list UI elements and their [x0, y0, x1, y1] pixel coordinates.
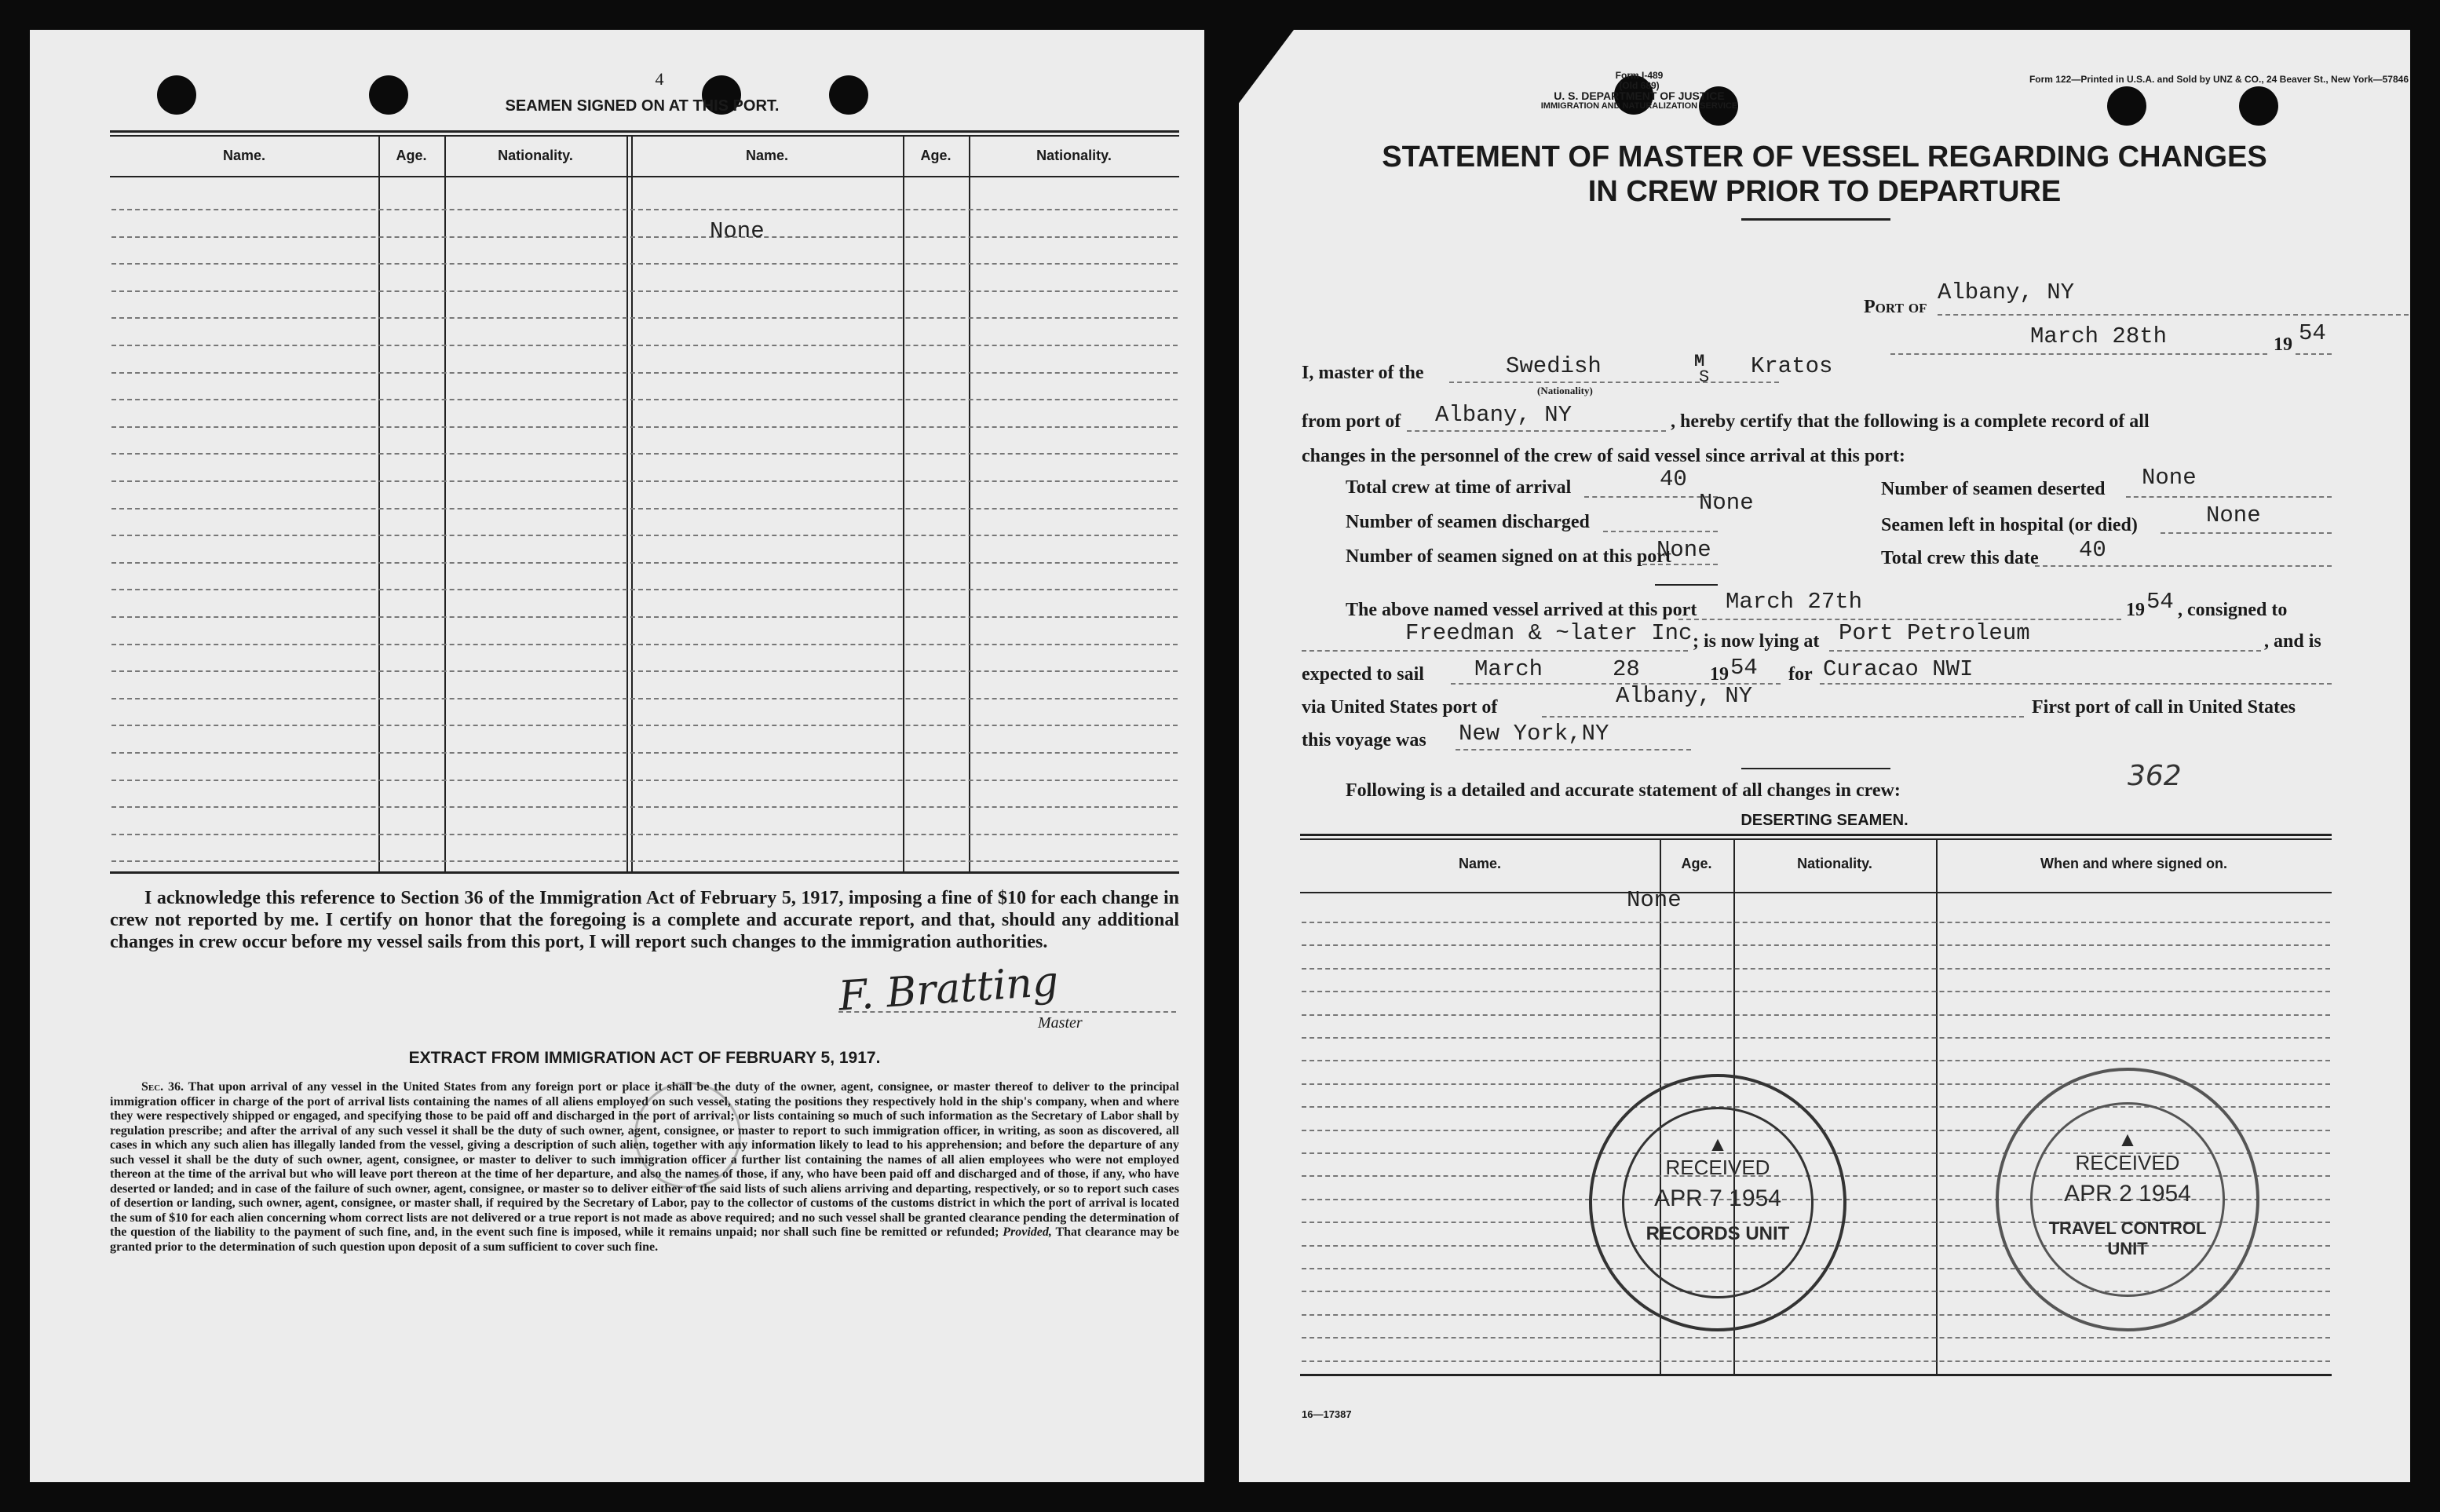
ruled-line: [111, 780, 1178, 781]
ruled-line: [1302, 1337, 2330, 1339]
ruled-line: [1302, 1360, 2330, 1362]
extract-section: Sec. 36.: [141, 1080, 184, 1094]
total-date-value: 40: [2079, 537, 2106, 563]
ruled-line: [111, 399, 1178, 400]
stamp-date: APR 2 1954: [2064, 1181, 2191, 1207]
lying-value: Port Petroleum: [1839, 620, 2030, 646]
discharged-value: None: [1699, 490, 1754, 516]
section-title: SEAMEN SIGNED ON AT THIS PORT.: [505, 97, 780, 115]
ruled-line: [111, 670, 1178, 672]
ruled-line: [1302, 1037, 2330, 1039]
ruled-line: [1302, 922, 2330, 923]
stamp-unit: RECORDS UNIT: [1646, 1223, 1790, 1244]
form-header: [1537, 71, 1741, 111]
col-header-age: Age.: [1681, 856, 1712, 871]
right-page: [1239, 30, 2410, 1482]
sail-year-prefix: 19: [1710, 664, 1729, 685]
table-entry: None: [710, 218, 765, 244]
ruled-line: [1302, 1060, 2330, 1061]
for-label: for: [1788, 664, 1813, 685]
sail-month: March: [1474, 656, 1543, 682]
ruled-line: [111, 698, 1178, 699]
date-value: March 28th: [2030, 323, 2168, 349]
sail-year: 54: [1730, 655, 1758, 681]
first-port-label: First port of call in United States: [2032, 697, 2296, 718]
total-arrival-value: 40: [1660, 466, 1687, 492]
stamp-received: RECEIVED: [1665, 1156, 1770, 1179]
from-port-value: Albany, NY: [1435, 402, 1572, 428]
signed-on-value: None: [1656, 537, 1711, 563]
signature-caption: Master: [1038, 1014, 1083, 1032]
destination-value: Curacao NWI: [1823, 656, 1974, 682]
changes-text: changes in the personnel of the crew of said vessel since arrival at this port:: [1302, 446, 1905, 466]
col-header-nationality: Nationality.: [1797, 856, 1872, 871]
ruled-line: [1302, 991, 2330, 992]
col-header-nationality: Nationality.: [1036, 148, 1112, 163]
lying-label: ; is now lying at: [1693, 631, 1820, 652]
deserting-title: DESERTING SEAMEN.: [1741, 812, 1909, 829]
title-line-1: STATEMENT OF MASTER OF VESSEL REGARDING CHANGES: [1382, 141, 2267, 173]
printer-line: Form 122—Printed in U.S.A. and Sold by UNZ & CO., 24 Beaver St., New York—57846: [2029, 74, 2409, 85]
ruled-line: [111, 236, 1178, 238]
ruled-line: [111, 616, 1178, 618]
following-text: Following is a detailed and accurate statement of all changes in crew:: [1346, 780, 1901, 801]
ruled-line: [111, 453, 1178, 455]
extract-title: EXTRACT FROM IMMIGRATION ACT OF FEBRUARY 5, 1917.: [408, 1049, 881, 1067]
faint-stamp: [634, 1082, 741, 1189]
port-value: Albany, NY: [1938, 279, 2075, 305]
left-page: [30, 30, 1204, 1482]
travel-control-stamp: ▲ RECEIVED APR 2 1954 TRAVEL CONTROL UNIT: [1996, 1068, 2259, 1331]
ruled-line: [111, 372, 1178, 374]
vessel-name: Kratos: [1751, 353, 1833, 379]
arrived-label: The above named vessel arrived at this port: [1346, 600, 1697, 620]
via-label: via United States port of: [1302, 697, 1498, 718]
punch-hole: [2239, 86, 2278, 126]
extract-provided: Provided,: [1003, 1225, 1052, 1239]
col-header-name: Name.: [222, 148, 266, 163]
extract-tail: That clearance may be granted prior to the determination of such question upon deposit of a sum sufficient to cover such fine.: [110, 1225, 1180, 1254]
ruled-line: [111, 589, 1178, 590]
footer-code: 16—17387: [1302, 1408, 1352, 1420]
department: U. S. DEPARTMENT OF JUSTICE: [1554, 89, 1725, 102]
from-port-label: from port of: [1302, 411, 1401, 432]
deserting-entry: None: [1627, 887, 1682, 913]
title-line-2: IN CREW PRIOR TO DEPARTURE: [1587, 175, 2062, 208]
ruled-line: [1302, 944, 2330, 946]
stamp-unit: TRAVEL CONTROL UNIT: [2048, 1218, 2207, 1258]
hospital-value: None: [2206, 502, 2261, 528]
consigned-text: , consigned to: [2178, 600, 2288, 620]
ruled-line: [111, 290, 1178, 292]
service: IMMIGRATION AND NATURALIZATION SERVICE: [1540, 101, 1738, 111]
records-unit-stamp: ▲ RECEIVED APR 7 1954 RECORDS UNIT: [1589, 1074, 1846, 1331]
ruled-line: [111, 725, 1178, 726]
year-value: 54: [2299, 320, 2326, 346]
ruled-line: [111, 508, 1178, 509]
col-header-age: Age.: [396, 148, 427, 163]
certify-text: , hereby certify that the following is a complete record of all: [1671, 411, 2150, 432]
master-signature: F. Bratting: [837, 958, 1061, 1021]
year-prefix: 19: [2274, 334, 2292, 355]
arrived-year: 54: [2146, 589, 2174, 615]
form-title: [1239, 140, 2410, 209]
total-date-label: Total crew this date: [1881, 548, 2039, 568]
extract-body: That upon arrival of any vessel in the United States from any foreign port or place it shall be the duty of the owner, agent, consignee, or master thereof to deliver to the principal immigration officer in charge of the port of arrival lists containing the names of all aliens employed on such vessel, stating the positions they respectively hold in the ship's company, when and where they were respectively shipped or engaged, and specifying those to be paid off and discharged in the port of arrival; or lists containing so much of such information as the Secretary of Labor shall by regulation prescribe; and after the arrival of any such vessel it shall be the duty of such owner, agent, consignee, or master to report to such immigration officer, in writing, as soon as discovered, all cases in which any such alien has illegally landed from the vessel, giving a description of such alien, together with any information likely to lead to his apprehension; and before the departure of any such vessel it shall be the duty of such owner, agent, consignee, or master to deliver to such immigration officer a further list containing the names of all alien employees who were not employed thereon at the time of the arrival but who will leave port thereon at the time of her departure, and also the names of those, if any, who have been paid off and discharged and of those, if any, who have deserted or landed; and in case of the failure of such owner, agent, consignee, or master so to deliver either of the said lists of such aliens arriving and departing, respectively, or so to report such cases of desertion or landing, such owner, agent, consignee, or master shall, if required by the Secretary of Labor, pay to the collector of customs of the customs district in which the port of arrival is located the sum of $10 for each alien concerning whom correct lists are not delivered or a true report is not made as above required; and no such vessel shall be granted clearance pending the determination of the question of the liability to the payment of such fine, and, in the event such fine is imposed, while it remains unpaid; nor shall such fine be remitted or refunded;: [110, 1080, 1179, 1239]
discharged-label: Number of seamen discharged: [1346, 512, 1590, 532]
punch-hole: [2107, 86, 2146, 126]
ruled-line: [111, 860, 1178, 862]
ruled-line: [111, 426, 1178, 428]
and-is: , and is: [2264, 631, 2321, 652]
page-number: 4: [655, 69, 664, 89]
col-header-age: Age.: [920, 148, 952, 163]
signed-on-label: Number of seamen signed on at this port: [1346, 546, 1671, 567]
ruled-line: [111, 752, 1178, 754]
ruled-line: [111, 345, 1178, 346]
deserted-label: Number of seamen deserted: [1881, 479, 2106, 499]
handwritten-number: 362: [2128, 760, 2182, 792]
hospital-label: Seamen left in hospital (or died): [1881, 515, 2138, 535]
voyage-value: New York,NY: [1459, 721, 1609, 747]
master-label: I, master of the: [1302, 363, 1424, 383]
ruled-line: [1302, 1014, 2330, 1016]
voyage-label: this voyage was: [1302, 730, 1426, 751]
vessel-prefix-s: S: [1699, 367, 1710, 387]
ruled-line: [1302, 968, 2330, 970]
port-label: Port of: [1864, 297, 1927, 317]
ruled-line: [111, 480, 1178, 482]
sail-day: 28: [1613, 656, 1640, 682]
ruled-line: [111, 644, 1178, 645]
ruled-line: [111, 209, 1178, 210]
ruled-line: [111, 535, 1178, 536]
stamp-date: APR 7 1954: [1654, 1185, 1781, 1211]
nationality-caption: (Nationality): [1537, 385, 1593, 396]
col-header-nationality: Nationality.: [498, 148, 573, 163]
sail-label: expected to sail: [1302, 664, 1424, 685]
ruled-line: [111, 806, 1178, 808]
punch-hole: [369, 75, 408, 115]
deserted-value: None: [2142, 465, 2197, 491]
consignee-value: Freedman & ~later Inc: [1405, 620, 1693, 646]
via-value: Albany, NY: [1616, 683, 1753, 709]
nationality-value: Swedish: [1506, 353, 1602, 379]
arrived-year-prefix: 19: [2126, 600, 2145, 620]
form-old-number: (Old 689): [1619, 80, 1660, 91]
ruled-line: [111, 263, 1178, 265]
vessel-prefix-m: M: [1694, 352, 1705, 371]
torn-edge: [1239, 30, 1294, 124]
col-header-when-where: When and where signed on.: [2040, 856, 2228, 871]
ruled-line: [111, 562, 1178, 564]
col-header-name: Name.: [745, 148, 789, 163]
acknowledgement-text: I acknowledge this reference to Section 36 of the Immigration Act of February 5, 1917, imposing a fine of $10 for each change in crew not reported by me. I certify on honor that the foregoing is a complete and accurate report, and that, should any additional changes in crew occur before my vessel sails from this port, I will report such changes to the immigration authorities.: [110, 888, 1179, 952]
col-header-name: Name.: [1458, 856, 1502, 871]
form-number: Form I-489: [1615, 70, 1664, 81]
ruled-line: [111, 317, 1178, 319]
ruled-line: [111, 834, 1178, 835]
arrived-value: March 27th: [1726, 589, 1863, 615]
stamp-received: RECEIVED: [2075, 1151, 2180, 1174]
punch-hole: [157, 75, 196, 115]
total-arrival-label: Total crew at time of arrival: [1346, 477, 1572, 498]
